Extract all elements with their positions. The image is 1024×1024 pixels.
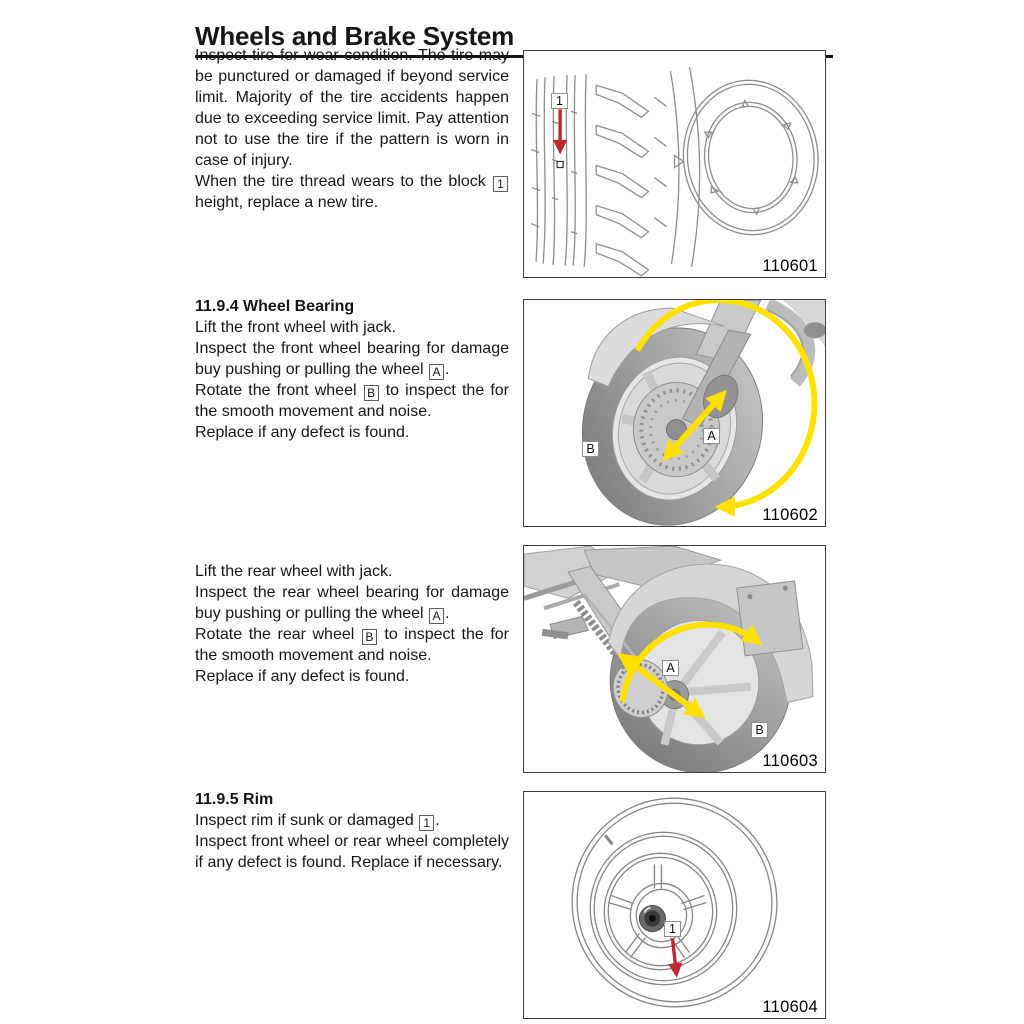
section-text	[195, 45, 509, 213]
paragraph: When the tire thread wears to the block 1 height, replace a new tire.	[195, 171, 509, 213]
section-heading: 11.9.5 Rim	[195, 791, 274, 808]
figure-callout-1: 1	[664, 921, 681, 937]
callout-ref: 1	[419, 815, 434, 831]
figure-110602	[523, 299, 826, 527]
figure-callout-A: A	[703, 428, 720, 444]
paragraph: Lift the rear wheel with jack.	[195, 563, 393, 580]
callout-ref: A	[429, 364, 444, 380]
figure-number: 110602	[762, 506, 818, 524]
paragraph: Replace if any defect is found.	[195, 668, 410, 685]
figure-number: 110601	[762, 257, 818, 275]
figure-callout-A: A	[662, 660, 679, 676]
paragraph: Inspect tire for wear condition. The tire may be punctured or damaged if beyond service limit. Majority of the tire accidents happen due to exceeding service limit. Pay attention not to use the tire if the pattern is worn in case of injury.	[195, 47, 509, 169]
figure-110604	[523, 791, 826, 1019]
callout-ref: A	[429, 608, 444, 624]
figure-110603	[523, 545, 826, 773]
callout-ref: B	[364, 385, 379, 401]
rear-wheel-illustration	[524, 546, 825, 772]
figure-callout-B: B	[751, 722, 768, 738]
rim-illustration	[524, 792, 825, 1018]
section-text	[195, 789, 509, 873]
paragraph: Rotate the front wheel B to inspect the for the smooth movement and noise.	[195, 382, 509, 420]
figure-110601	[523, 50, 826, 278]
paragraph: Inspect the front wheel bearing for damage buy pushing or pulling the wheel A .	[195, 340, 509, 379]
callout-ref: 1	[493, 176, 508, 192]
section-text	[195, 296, 509, 443]
figure-callout-1: 1	[551, 93, 568, 109]
tire-tread-illustration	[524, 51, 825, 277]
paragraph: Rotate the rear wheel B to inspect the for the smooth movement and noise.	[195, 626, 509, 664]
figure-number: 110603	[762, 752, 818, 770]
section-paragraphs	[195, 45, 509, 213]
callout-ref: B	[362, 629, 377, 645]
paragraph: Lift the front wheel with jack.	[195, 319, 396, 336]
section-paragraphs	[195, 810, 509, 873]
section-heading: 11.9.4 Wheel Bearing	[195, 298, 355, 315]
figure-number: 110604	[762, 998, 818, 1016]
section-text	[195, 561, 509, 687]
paragraph: Inspect the rear wheel bearing for damage buy pushing or pulling the wheel A .	[195, 584, 509, 623]
paragraph: Inspect front wheel or rear wheel completely if any defect is found. Replace if necessary.	[195, 833, 509, 871]
section-paragraphs	[195, 561, 509, 687]
paragraph: Inspect rim if sunk or damaged 1 .	[195, 812, 440, 830]
paragraph: Replace if any defect is found.	[195, 424, 410, 441]
front-wheel-illustration	[524, 300, 825, 526]
section-paragraphs	[195, 317, 509, 443]
page-title: Wheels and Brake System	[195, 21, 833, 58]
figure-callout-B: B	[582, 441, 599, 457]
